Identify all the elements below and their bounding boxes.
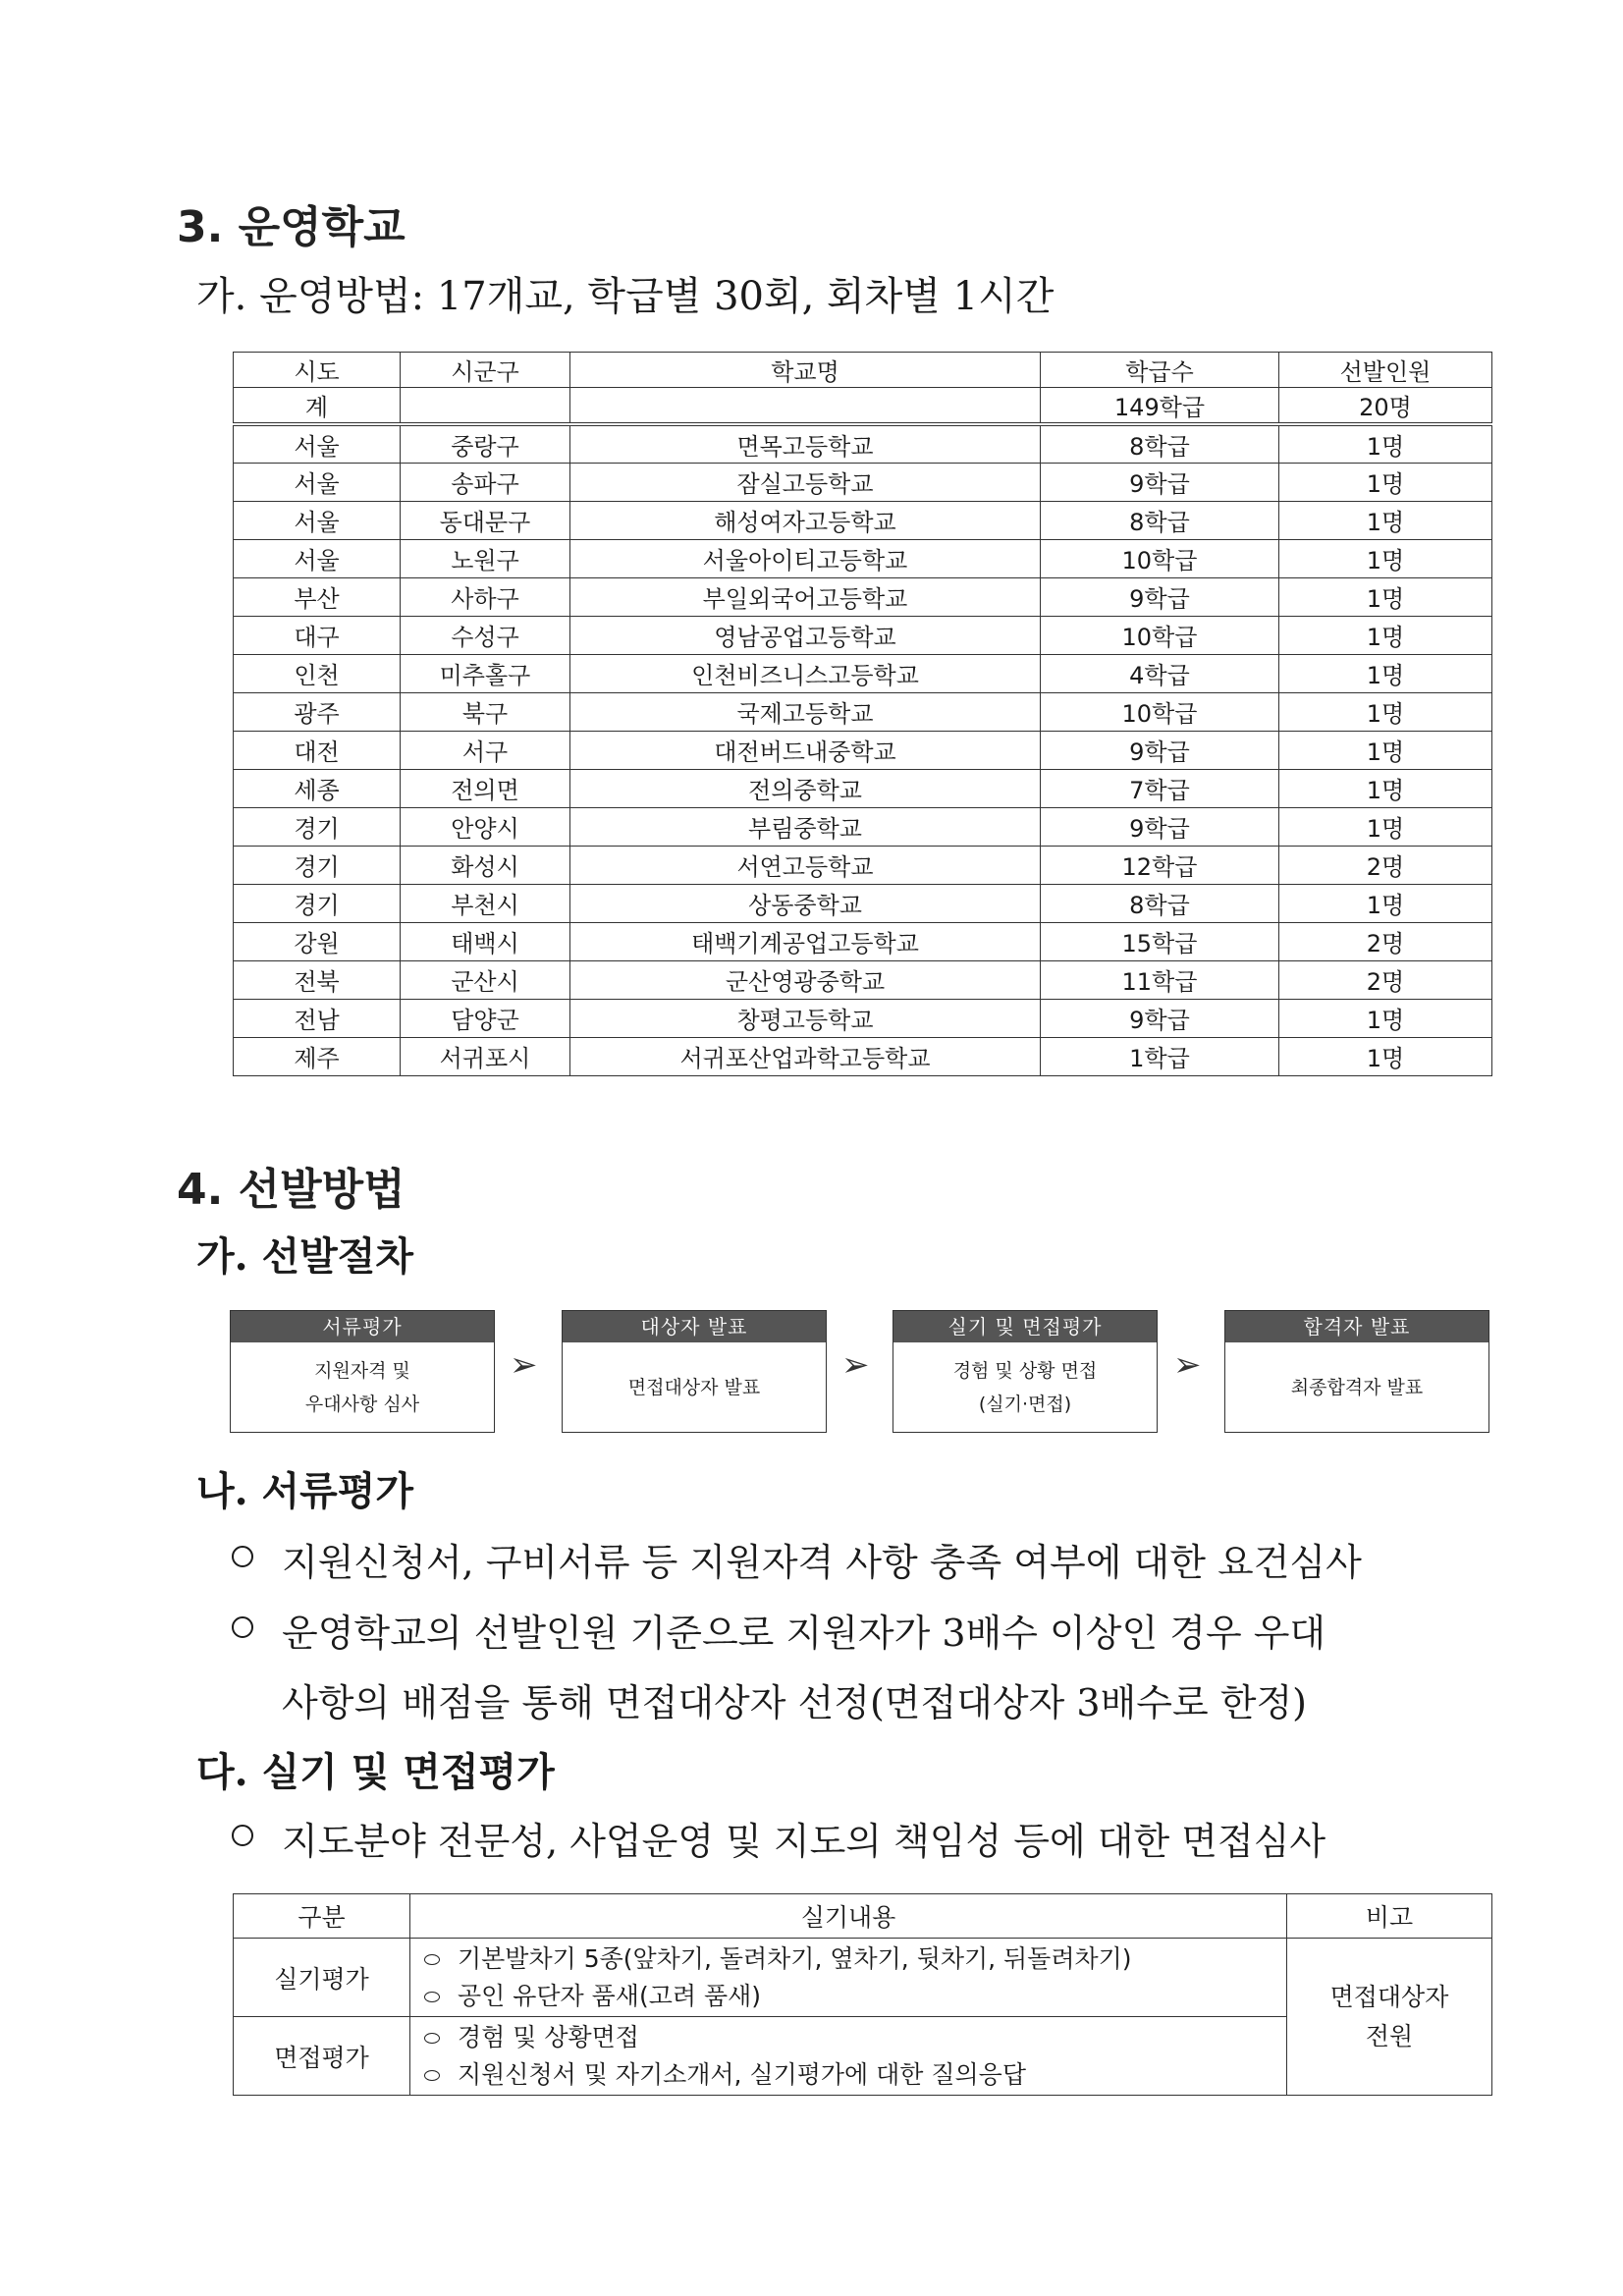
- cell-selection: 1명: [1279, 539, 1492, 577]
- table-row: [234, 731, 1492, 769]
- eval-note-line: 전원: [1365, 2021, 1414, 2050]
- eval-row-content: [410, 1939, 1287, 2017]
- circle-bullet-icon: [424, 1954, 440, 1965]
- step-body: [231, 1342, 494, 1432]
- table-row: [234, 1037, 1492, 1075]
- cell-sigungu: 부천시: [401, 884, 570, 922]
- cell-school: 국제고등학교: [570, 692, 1041, 731]
- cell-sido: 제주: [234, 1037, 401, 1075]
- circle-bullet-icon: [232, 1616, 253, 1638]
- cell-selection: 1명: [1279, 884, 1492, 922]
- cell-selection: 1명: [1279, 769, 1492, 807]
- cell-sido: 전남: [234, 999, 401, 1037]
- cell-school: 인천비즈니스고등학교: [570, 654, 1041, 692]
- cell-classes: 8학급: [1041, 424, 1279, 463]
- step-body: [1225, 1342, 1488, 1432]
- header-sigungu: 시군구: [401, 353, 570, 388]
- cell-sido: 인천: [234, 654, 401, 692]
- cell-sido: 대전: [234, 731, 401, 769]
- table-row: [234, 769, 1492, 807]
- cell-selection: 1명: [1279, 999, 1492, 1037]
- cell-selection: 1명: [1279, 501, 1492, 539]
- cell-classes: 9학급: [1041, 999, 1279, 1037]
- table-row: [234, 692, 1492, 731]
- operation-method: 가. 운영방법: 17개교, 학급별 30회, 회차별 1시간: [196, 274, 1055, 319]
- doc-item-text: 운영학교의 선발인원 기준으로 지원자가 3배수 이상인 경우 우대: [282, 1612, 1326, 1655]
- table-row: [234, 616, 1492, 654]
- cell-sido: 경기: [234, 807, 401, 846]
- cell-school: 서연고등학교: [570, 846, 1041, 884]
- eval-item: [424, 2056, 1286, 2094]
- cell-school: 부림중학교: [570, 807, 1041, 846]
- eval-item-text: 경험 및 상황면접: [458, 2022, 639, 2051]
- cell-sido: 부산: [234, 577, 401, 616]
- cell-sigungu: 담양군: [401, 999, 570, 1037]
- eval-note: [1287, 1939, 1492, 2096]
- cell-classes: 10학급: [1041, 616, 1279, 654]
- cell-classes: 4학급: [1041, 654, 1279, 692]
- cell-sigungu: 태백시: [401, 922, 570, 960]
- cell-sigungu: 중랑구: [401, 424, 570, 463]
- eval-item-text: 공인 유단자 품새(고려 품새): [458, 1981, 761, 2010]
- cell-selection: 1명: [1279, 807, 1492, 846]
- cell-selection: 1명: [1279, 654, 1492, 692]
- table-row: [234, 539, 1492, 577]
- cell-classes: 9학급: [1041, 807, 1279, 846]
- circle-bullet-icon: [424, 2070, 440, 2081]
- cell-sigungu: 안양시: [401, 807, 570, 846]
- eval-header-content: 실기내용: [410, 1894, 1287, 1939]
- arrow-icon: ➢: [841, 1345, 870, 1385]
- total-row: [234, 388, 1492, 425]
- cell-selection: 1명: [1279, 616, 1492, 654]
- step-body: [893, 1342, 1157, 1432]
- eval-item-text: 지원신청서 및 자기소개서, 실기평가에 대한 질의응답: [458, 2059, 1026, 2089]
- step-line: 경험 및 상황 면접: [952, 1359, 1098, 1382]
- step-line: 지원자격 및: [314, 1359, 410, 1382]
- cell-sido: 세종: [234, 769, 401, 807]
- table-header-row: [234, 353, 1492, 388]
- total-cell: [401, 388, 570, 425]
- arrow-icon: ➢: [510, 1345, 538, 1385]
- school-table: [233, 352, 1492, 1076]
- cell-selection: 1명: [1279, 1037, 1492, 1075]
- table-row: [234, 846, 1492, 884]
- cell-sido: 서울: [234, 539, 401, 577]
- cell-school: 부일외국어고등학교: [570, 577, 1041, 616]
- circle-bullet-icon: [232, 1546, 253, 1567]
- cell-school: 대전버드내중학교: [570, 731, 1041, 769]
- step-head: 서류평가: [231, 1311, 494, 1342]
- eval-note-line: 면접대상자: [1329, 1982, 1449, 2011]
- step-announce-candidates: [562, 1310, 827, 1433]
- cell-school: 태백기계공업고등학교: [570, 922, 1041, 960]
- cell-school: 면목고등학교: [570, 424, 1041, 463]
- cell-classes: 9학급: [1041, 577, 1279, 616]
- step-head: 실기 및 면접평가: [893, 1311, 1157, 1342]
- header-school: 학교명: [570, 353, 1041, 388]
- cell-school: 군산영광중학교: [570, 960, 1041, 999]
- cell-school: 전의중학교: [570, 769, 1041, 807]
- step-practical-interview: [893, 1310, 1158, 1433]
- cell-sido: 대구: [234, 616, 401, 654]
- table-row: [234, 922, 1492, 960]
- cell-classes: 12학급: [1041, 846, 1279, 884]
- table-row: [234, 424, 1492, 463]
- eval-item: [424, 1978, 1286, 2015]
- eval-item: [424, 2019, 1286, 2056]
- header-classes: 학급수: [1041, 353, 1279, 388]
- eval-row-label: 실기평가: [234, 1939, 410, 2017]
- cell-sigungu: 서구: [401, 731, 570, 769]
- school-table-body: [234, 424, 1492, 1075]
- cell-selection: 1명: [1279, 731, 1492, 769]
- doc-item-text: 지원신청서, 구비서류 등 지원자격 사항 충족 여부에 대한 요건심사: [282, 1541, 1362, 1584]
- cell-selection: 1명: [1279, 577, 1492, 616]
- cell-classes: 1학급: [1041, 1037, 1279, 1075]
- table-row: [234, 884, 1492, 922]
- cell-school: 영남공업고등학교: [570, 616, 1041, 654]
- cell-sigungu: 북구: [401, 692, 570, 731]
- cell-sigungu: 노원구: [401, 539, 570, 577]
- table-row: [234, 577, 1492, 616]
- cell-sido: 서울: [234, 424, 401, 463]
- cell-sigungu: 전의면: [401, 769, 570, 807]
- cell-sido: 경기: [234, 884, 401, 922]
- procedure-title: 가. 선발절차: [196, 1233, 414, 1280]
- cell-classes: 9학급: [1041, 731, 1279, 769]
- cell-school: 해성여자고등학교: [570, 501, 1041, 539]
- step-announce-passers: [1224, 1310, 1489, 1433]
- circle-bullet-icon: [424, 1992, 440, 2002]
- step-head: 대상자 발표: [563, 1311, 826, 1342]
- cell-school: 서울아이티고등학교: [570, 539, 1041, 577]
- cell-sido: 서울: [234, 463, 401, 501]
- step-line: 우대사항 심사: [304, 1393, 420, 1415]
- document-eval-title: 나. 서류평가: [196, 1468, 414, 1514]
- cell-classes: 10학급: [1041, 692, 1279, 731]
- circle-bullet-icon: [232, 1825, 253, 1846]
- table-row: [234, 999, 1492, 1037]
- header-sido: 시도: [234, 353, 401, 388]
- eval-row-practical: [234, 1939, 1492, 2017]
- cell-sido: 서울: [234, 501, 401, 539]
- cell-selection: 2명: [1279, 922, 1492, 960]
- cell-sigungu: 송파구: [401, 463, 570, 501]
- cell-selection: 1명: [1279, 463, 1492, 501]
- cell-classes: 11학급: [1041, 960, 1279, 999]
- cell-school: 서귀포산업과학고등학교: [570, 1037, 1041, 1075]
- cell-selection: 1명: [1279, 424, 1492, 463]
- cell-sigungu: 동대문구: [401, 501, 570, 539]
- table-row: [234, 463, 1492, 501]
- cell-sigungu: 수성구: [401, 616, 570, 654]
- cell-sigungu: 군산시: [401, 960, 570, 999]
- cell-school: 상동중학교: [570, 884, 1041, 922]
- cell-classes: 15학급: [1041, 922, 1279, 960]
- step-line: 면접대상자 발표: [627, 1376, 761, 1398]
- cell-sido: 광주: [234, 692, 401, 731]
- cell-classes: 7학급: [1041, 769, 1279, 807]
- cell-sigungu: 미추홀구: [401, 654, 570, 692]
- step-body: [563, 1342, 826, 1432]
- cell-selection: 1명: [1279, 692, 1492, 731]
- total-classes: 149학급: [1041, 388, 1279, 425]
- header-selection: 선발인원: [1279, 353, 1492, 388]
- cell-classes: 9학급: [1041, 463, 1279, 501]
- total-label: 계: [234, 388, 401, 425]
- eval-row-content: [410, 2017, 1287, 2096]
- cell-sido: 전북: [234, 960, 401, 999]
- table-row: [234, 960, 1492, 999]
- total-selection: 20명: [1279, 388, 1492, 425]
- table-row: [234, 807, 1492, 846]
- step-document-review: [230, 1310, 495, 1433]
- arrow-icon: ➢: [1173, 1345, 1202, 1385]
- cell-sigungu: 사하구: [401, 577, 570, 616]
- doc-item-2-continued: 사항의 배점을 통해 면접대상자 선정(면접대상자 3배수로 한정): [282, 1681, 1308, 1724]
- step-line: 최종합격자 발표: [1290, 1376, 1424, 1398]
- eval-header-row: [234, 1894, 1492, 1939]
- cell-classes: 8학급: [1041, 501, 1279, 539]
- cell-selection: 2명: [1279, 846, 1492, 884]
- eval-row-label: 면접평가: [234, 2017, 410, 2096]
- eval-header-note: 비고: [1287, 1894, 1492, 1939]
- circle-bullet-icon: [424, 2033, 440, 2044]
- cell-sido: 강원: [234, 922, 401, 960]
- cell-selection: 2명: [1279, 960, 1492, 999]
- eval-item-text: 기본발차기 5종(앞차기, 돌려차기, 옆차기, 뒷차기, 뒤돌려차기): [458, 1943, 1132, 1973]
- cell-school: 잠실고등학교: [570, 463, 1041, 501]
- total-cell: [570, 388, 1041, 425]
- eval-item: [424, 1941, 1286, 1978]
- cell-sigungu: 서귀포시: [401, 1037, 570, 1075]
- pract-item-text: 지도분야 전문성, 사업운영 및 지도의 책임성 등에 대한 면접심사: [282, 1820, 1326, 1863]
- table-row: [234, 654, 1492, 692]
- eval-header-category: 구분: [234, 1894, 410, 1939]
- cell-sido: 경기: [234, 846, 401, 884]
- evaluation-table: [233, 1893, 1492, 2096]
- cell-sigungu: 화성시: [401, 846, 570, 884]
- cell-school: 창평고등학교: [570, 999, 1041, 1037]
- practical-eval-title: 다. 실기 및 면접평가: [196, 1749, 555, 1795]
- cell-classes: 10학급: [1041, 539, 1279, 577]
- section-4-title: 4. 선발방법: [177, 1165, 406, 1215]
- cell-classes: 8학급: [1041, 884, 1279, 922]
- step-head: 합격자 발표: [1225, 1311, 1488, 1342]
- table-row: [234, 501, 1492, 539]
- step-line: (실기·면접): [978, 1393, 1072, 1415]
- section-3-title: 3. 운영학교: [177, 202, 406, 252]
